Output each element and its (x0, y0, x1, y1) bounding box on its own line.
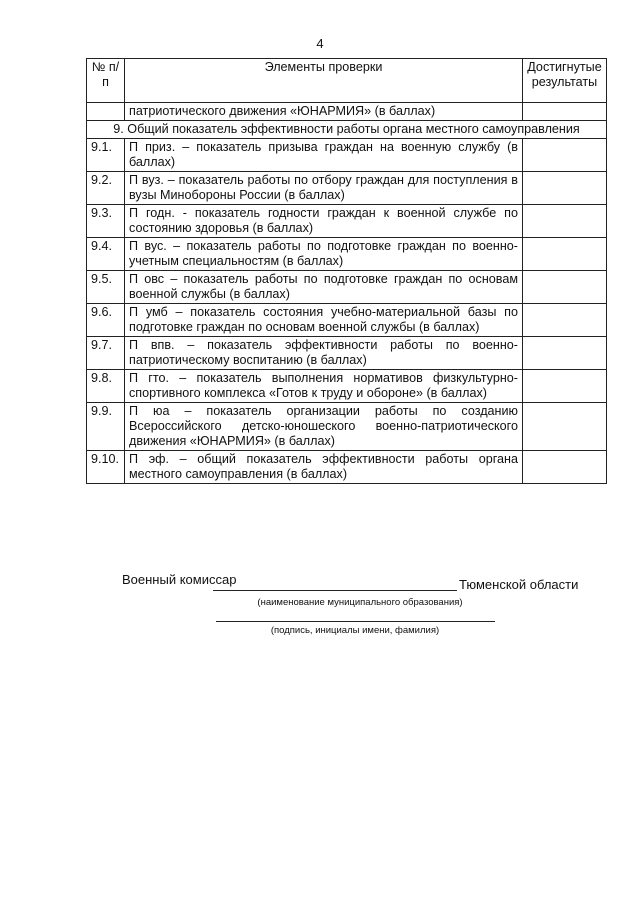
row-element-text: П приз. – показатель призыва граждан на военную службу (в баллах) (125, 139, 523, 172)
row-result-cell (523, 238, 607, 271)
signature-caption: (подпись, инициалы имени, фамилия) (270, 625, 440, 636)
row-number: 9.3. (87, 205, 125, 238)
row-result-cell (523, 271, 607, 304)
municipality-line (213, 590, 457, 591)
row-number: 9.6. (87, 304, 125, 337)
row-element-text: П овс – показатель работы по подготовке граждан по основам военной службы (в баллах) (125, 271, 523, 304)
row-result-cell (523, 304, 607, 337)
row-element-text: П юа – показатель организации работы по созданию Всероссийского детско-юношеского военно-патриотического движения «ЮНАРМИЯ» (в баллах) (125, 403, 523, 451)
row-number: 9.10. (87, 451, 125, 484)
municipality-caption: (наименование муниципального образования) (257, 597, 463, 608)
row-result-cell (523, 451, 607, 484)
commissar-label: Военный комиссар (122, 572, 237, 587)
evaluation-table (86, 58, 607, 484)
table-row (87, 172, 607, 205)
page-number: 4 (316, 36, 324, 51)
row-number: 9.8. (87, 370, 125, 403)
continuation-row (87, 103, 607, 121)
row-element-text: П вус. – показатель работы по подготовке граждан по военно-учетным специальностям (в баллах) (125, 238, 523, 271)
table-row (87, 271, 607, 304)
region-label: Тюменской области (459, 577, 579, 592)
continuation-text: патриотического движения «ЮНАРМИЯ» (в баллах) (125, 103, 523, 121)
header-results: Достигнутые результаты (523, 59, 607, 103)
section-title: 9. Общий показатель эффективности работы органа местного самоуправления (87, 121, 607, 139)
row-number: 9.7. (87, 337, 125, 370)
row-result-cell (523, 370, 607, 403)
section-row (87, 121, 607, 139)
row-result-cell (523, 205, 607, 238)
row-element-text: П эф. – общий показатель эффективности работы органа местного самоуправления (в баллах) (125, 451, 523, 484)
table-row (87, 337, 607, 370)
row-number: 9.9. (87, 403, 125, 451)
table-header-row (87, 59, 607, 103)
indicator-rows (87, 139, 607, 484)
row-result-cell (523, 139, 607, 172)
row-result-cell (523, 172, 607, 205)
row-element-text: П гто. – показатель выполнения нормативов физкультурно-спортивного комплекса «Готов к труду и обороне» (в баллах) (125, 370, 523, 403)
header-number: № п/п (87, 59, 125, 103)
table-row (87, 238, 607, 271)
row-element-text: П годн. - показатель годности граждан к военной службе по состоянию здоровья (в баллах) (125, 205, 523, 238)
table-row (87, 304, 607, 337)
table-row (87, 451, 607, 484)
row-element-text: П умб – показатель состояния учебно-материальной базы по подготовке граждан по основам военной службы (в баллах) (125, 304, 523, 337)
row-result-cell (523, 403, 607, 451)
header-elements: Элементы проверки (125, 59, 523, 103)
row-number: 9.5. (87, 271, 125, 304)
table-row (87, 403, 607, 451)
row-element-text: П вуз. – показатель работы по отбору граждан для поступления в вузы Минобороны России (в баллах) (125, 172, 523, 205)
row-number: 9.4. (87, 238, 125, 271)
row-number: 9.1. (87, 139, 125, 172)
table-row (87, 139, 607, 172)
signature-line (216, 621, 495, 622)
row-result-cell (523, 337, 607, 370)
table-row (87, 370, 607, 403)
row-number: 9.2. (87, 172, 125, 205)
continuation-result-cell (523, 103, 607, 121)
row-element-text: П впв. – показатель эффективности работы по военно-патриотическому воспитанию (в баллах) (125, 337, 523, 370)
continuation-num-cell (87, 103, 125, 121)
table-row (87, 205, 607, 238)
